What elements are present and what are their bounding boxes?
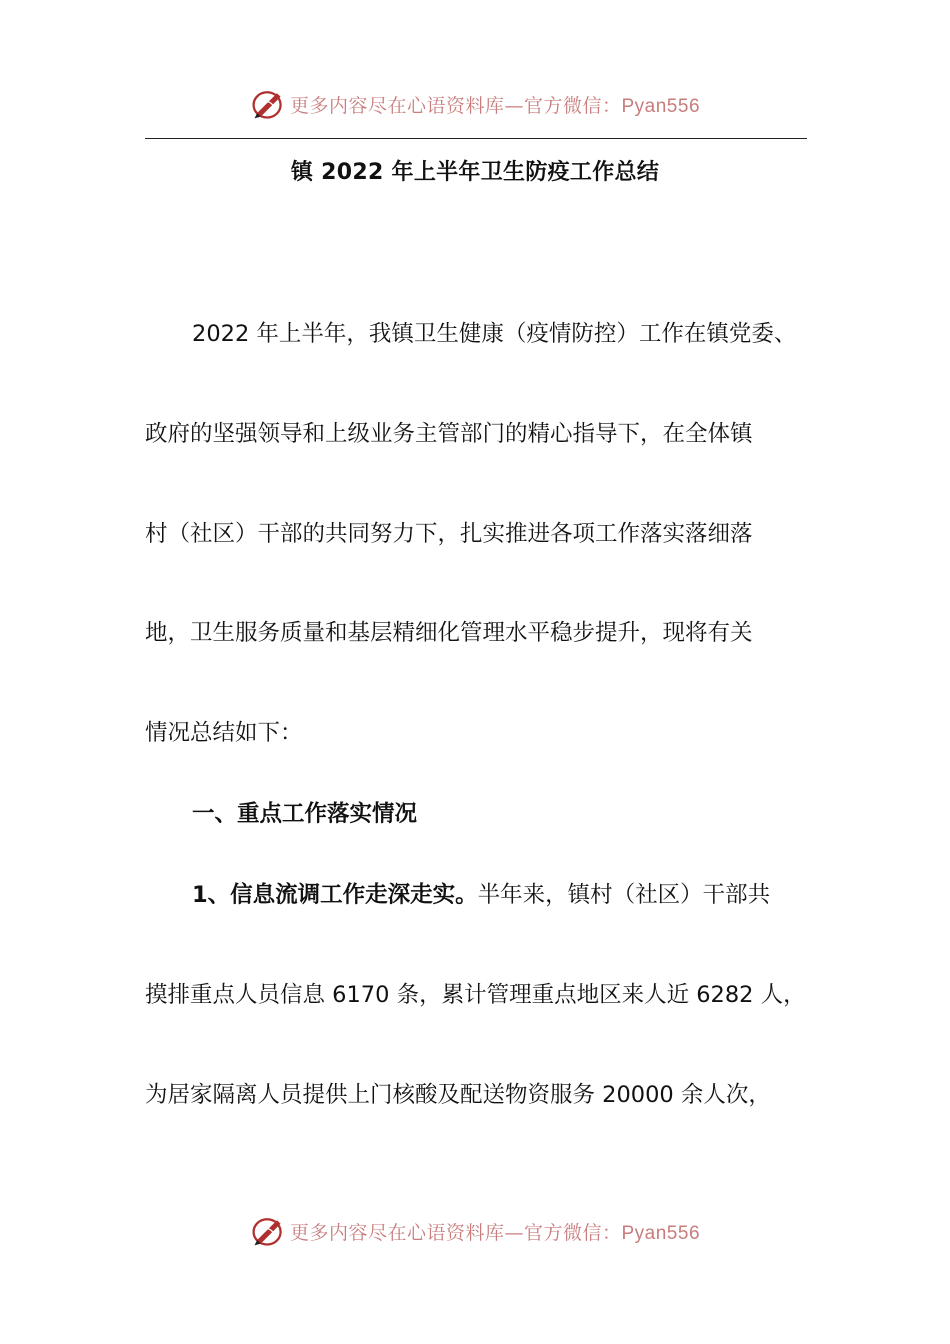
item-text: 半年来，镇村（社区）干部共 xyxy=(477,882,771,908)
watermark-wechat-id: Pyan556 xyxy=(621,95,701,117)
paragraph-line: 摸排重点人员信息 6170 条，累计管理重点地区来人近 6282 人， xyxy=(145,982,806,1008)
item-heading: 1、信息流调工作走深走实。 xyxy=(192,882,478,908)
paragraph-line: 2022 年上半年，我镇卫生健康（疫情防控）工作在镇党委、 xyxy=(192,321,797,347)
section-heading: 一、重点工作落实情况 xyxy=(192,801,418,827)
footer-watermark xyxy=(0,1211,950,1251)
paragraph-line: 政府的坚强领导和上级业务主管部门的精心指导下，在全体镇 xyxy=(145,421,753,447)
pen-logo-icon xyxy=(250,86,286,122)
header-watermark xyxy=(0,84,950,124)
watermark-text: 更多内容尽在心语资料库—官方微信： xyxy=(289,1221,622,1244)
item-line xyxy=(192,879,892,911)
pen-logo-icon xyxy=(250,1213,286,1249)
paragraph-line: 地，卫生服务质量和基层精细化管理水平稳步提升，现将有关 xyxy=(145,620,753,646)
document-title: 镇 2022 年上半年卫生防疫工作总结 xyxy=(290,160,660,185)
paragraph-line: 为居家隔离人员提供上门核酸及配送物资服务 20000 余人次， xyxy=(145,1082,771,1108)
paragraph-line: 村（社区）干部的共同努力下，扎实推进各项工作落实落细落 xyxy=(145,521,753,547)
paragraph-line: 情况总结如下： xyxy=(145,720,303,746)
watermark-wechat-id: Pyan556 xyxy=(621,1222,701,1244)
watermark-text: 更多内容尽在心语资料库—官方微信： xyxy=(289,94,622,117)
header-divider xyxy=(145,138,807,139)
